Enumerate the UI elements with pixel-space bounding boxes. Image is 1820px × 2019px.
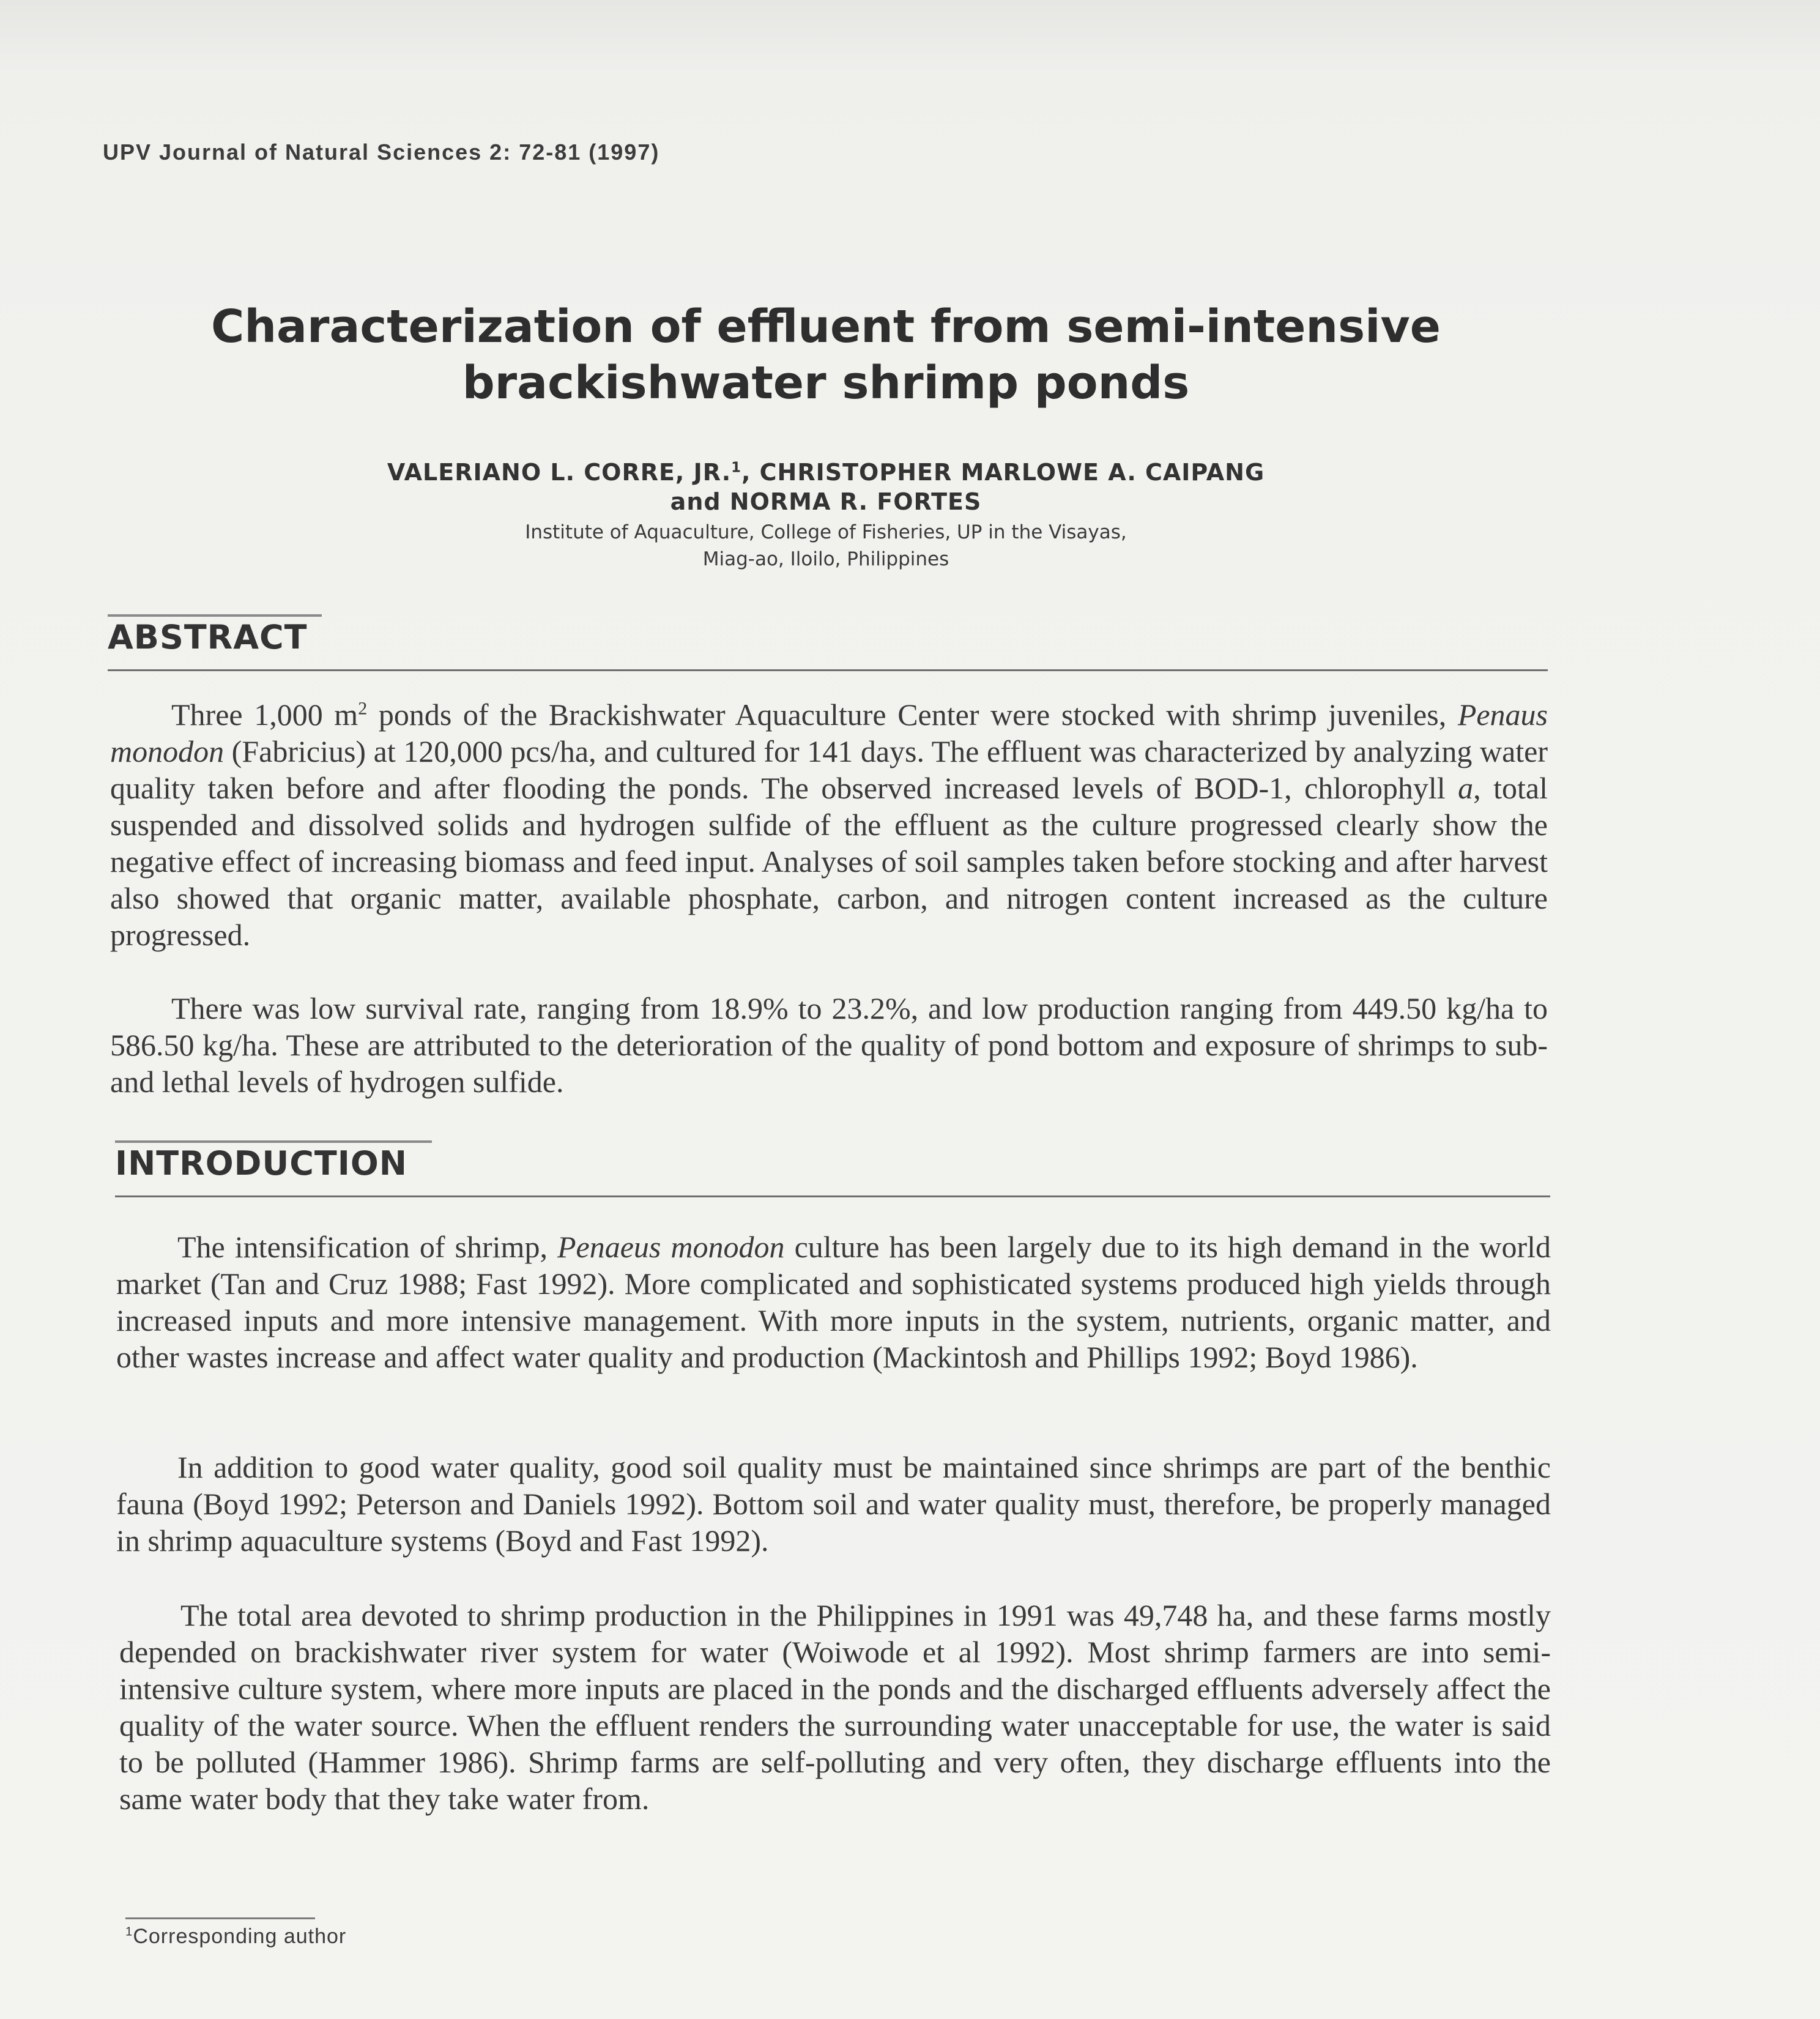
introduction-heading: INTRODUCTION — [115, 1144, 407, 1183]
introduction-rule-top — [115, 1140, 432, 1143]
abstract-heading: ABSTRACT — [108, 618, 308, 656]
author-corre: VALERIANO L. CORRE, JR. — [387, 459, 732, 486]
introduction-paragraph-2: In addition to good water quality, good soil quality must be maintained since shrimps are part of the benthic fauna (Boyd 1992; Peterson and Daniels 1992). Bottom soil and water quality must, therefore, be properly managed in shrimp aquaculture systems (Boyd and Fast 1992). — [116, 1450, 1551, 1558]
author-list — [110, 458, 1542, 516]
article-title — [110, 299, 1542, 411]
affiliation-line-2: Miag-ao, Iloilo, Philippines — [702, 548, 949, 570]
species-name: Penaus monodon — [110, 697, 1548, 768]
journal-header: UPV Journal of Natural Sciences 2: 72-81 (1997) — [103, 139, 660, 165]
author-caipang: , CHRISTOPHER MARLOWE A. CAIPANG — [741, 459, 1265, 486]
footnote-rule — [125, 1917, 315, 1919]
abstract-rule-top — [108, 614, 322, 617]
abstract-rule-bottom — [108, 669, 1548, 671]
author-line-1 — [110, 458, 1542, 487]
species-name: Penaeus monodon — [557, 1230, 785, 1264]
introduction-paragraph-1: The intensification of shrimp, Penaeus monodon culture has been largely due to its high demand in the world market (Tan and Cruz 1988; Fast 1992). More complicated and sophisticated systems produced high yields through increased inputs and more intensive management. With more inputs in the system, nutrients, organic matter, and other wastes increase and affect water quality and production (Mackintosh and Phillips 1992; Boyd 1986). — [116, 1230, 1551, 1374]
author-line-2: and NORMA R. FORTES — [670, 488, 982, 515]
introduction-paragraph-3: The total area devoted to shrimp production in the Philippines in 1991 was 49,748 ha, and these farms mostly depended on brackishwater river system for water (Woiwode et al 1992). Most shrimp farmers are into semi-intensive culture system, where more inputs are placed in the ponds and the discharged effluents adversely affect the quality of the water source. When the effluent renders the surrounding water unacceptable for use, the water is said to be polluted (Hammer 1986). Shrimp farms are self-polluting and very often, they discharge effluents into the same water body that they take water from. — [119, 1598, 1551, 1816]
abstract-paragraph-1: Three 1,000 $m^2$ ponds of the Brackishwater Aquaculture Center were stocked with shrimp juveniles, Penaus monodon (Fabricius) at 120,000 pcs/ha, and cultured for 141 days. The effluent was characterized by analyzing water quality taken before and after flooding the ponds. The observed increased levels of BOD-1, chlorophyll a, total suspended and dissolved solids and hydrogen sulfide of the effluent as the culture progressed clearly show the negative effect of increasing biomass and feed input. Analyses of soil samples taken before stocking and after harvest also showed that organic matter, available phosphate, carbon, and nitrogen content increased as the culture progressed. — [110, 697, 1548, 952]
affiliation — [110, 519, 1542, 573]
footnote: $^1$Corresponding author — [125, 1925, 347, 1948]
affiliation-line-1: Institute of Aquaculture, College of Fisheries, UP in the Visayas, — [525, 521, 1127, 543]
title-line-2: brackishwater shrimp ponds — [462, 357, 1190, 409]
title-line-1: Characterization of effluent from semi-intensive — [211, 300, 1441, 353]
abstract-paragraph-2: There was low survival rate, ranging from 18.9% to 23.2%, and low production ranging from 449.50 kg/ha to 586.50 kg/ha. These are attributed to the deterioration of the quality of pond bottom and exposure of shrimps to sub- and lethal levels of hydrogen sulfide. — [110, 991, 1548, 1099]
author-footnote-mark: 1 — [731, 459, 741, 476]
introduction-rule-bottom — [115, 1195, 1550, 1197]
